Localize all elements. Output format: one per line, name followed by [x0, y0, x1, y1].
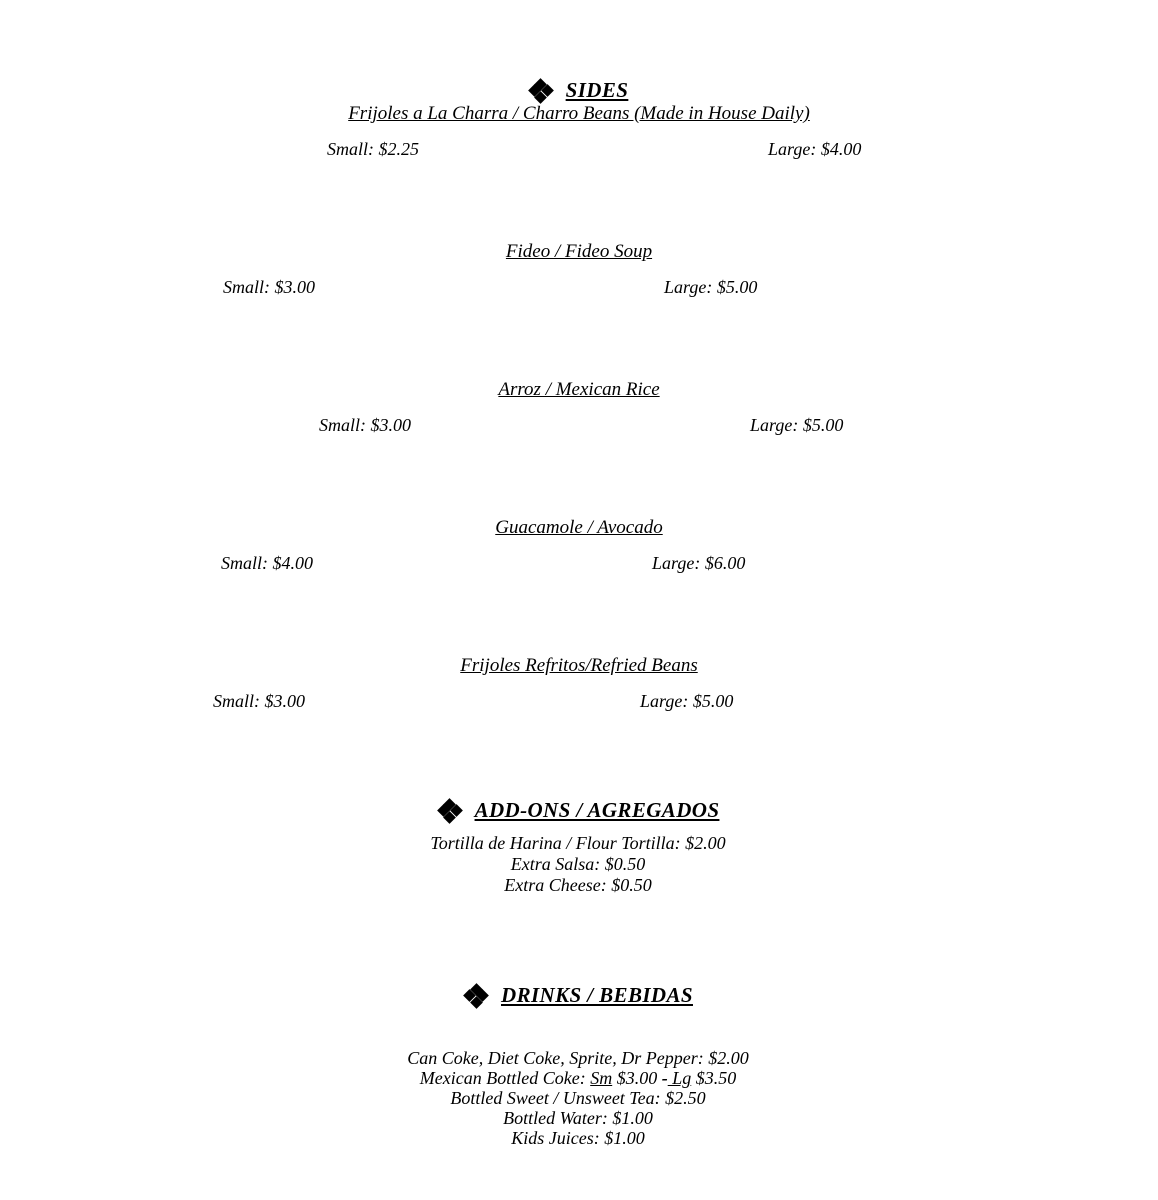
price-large: Large: $5.00 [664, 277, 758, 297]
item-price-row [0, 139, 1158, 165]
list-item: Bottled Water: $1.00 [503, 1108, 653, 1128]
menu-item [0, 517, 1158, 539]
menu-item [0, 103, 1158, 125]
mexican-coke-lg-price: $3.50 [691, 1068, 737, 1088]
price-small: Small: $3.00 [213, 691, 305, 711]
menu-item [0, 379, 1158, 401]
menu-item [0, 655, 1158, 677]
item-price-row [0, 553, 1158, 579]
item-name: Fideo / Fideo Soup [505, 241, 653, 262]
price-large: Large: $4.00 [768, 139, 862, 159]
menu-item [0, 241, 1158, 263]
section-heading-drinks [0, 983, 1158, 1008]
list-item: Extra Cheese: $0.50 [504, 875, 652, 895]
item-price-row [0, 277, 1158, 303]
diamond-bullet-icon [439, 800, 461, 822]
item-price-row [0, 415, 1158, 441]
list-item: Extra Salsa: $0.50 [510, 854, 646, 874]
price-large: Large: $5.00 [750, 415, 844, 435]
item-name: Guacamole / Avocado [495, 517, 663, 538]
price-large: Large: $5.00 [640, 691, 734, 711]
section-heading-sides [0, 78, 1158, 103]
list-item: Tortilla de Harina / Flour Tortilla: $2.00 [430, 833, 726, 853]
item-name: Arroz / Mexican Rice [498, 379, 660, 400]
addons-list [0, 834, 1158, 895]
price-small: Small: $4.00 [221, 553, 313, 573]
section-title-addons: ADD-ONS / AGREGADOS [474, 798, 720, 822]
mexican-coke-sm-price: $3.00 [612, 1068, 662, 1088]
drinks-list [0, 1049, 1158, 1148]
item-price-row [0, 691, 1158, 717]
diamond-bullet-icon [465, 985, 487, 1007]
price-small: Small: $3.00 [223, 277, 315, 297]
mexican-coke-sm-label: Sm [590, 1068, 613, 1088]
list-item: Kids Juices: $1.00 [511, 1128, 645, 1148]
mexican-coke-prefix: Mexican Bottled Coke: [419, 1068, 591, 1088]
price-small: Small: $2.25 [327, 139, 419, 159]
list-item: Bottled Sweet / Unsweet Tea: $2.50 [450, 1088, 706, 1108]
diamond-bullet-icon [530, 80, 552, 102]
section-heading-addons [0, 798, 1158, 823]
price-small: Small: $3.00 [319, 415, 411, 435]
mexican-coke-lg-label: Lg [667, 1068, 692, 1088]
price-large: Large: $6.00 [652, 553, 746, 573]
list-item: Can Coke, Diet Coke, Sprite, Dr Pepper: $2.00 [407, 1048, 749, 1068]
item-name: Frijoles Refritos/Refried Beans [460, 655, 698, 676]
mexican-coke-dash: - [661, 1068, 668, 1088]
item-name: Frijoles a La Charra / Charro Beans (Made in House Daily) [348, 103, 810, 124]
section-title-sides: SIDES [565, 78, 629, 102]
section-title-drinks: DRINKS / BEBIDAS [501, 983, 693, 1007]
list-item-mexican-coke [0, 1069, 1158, 1088]
